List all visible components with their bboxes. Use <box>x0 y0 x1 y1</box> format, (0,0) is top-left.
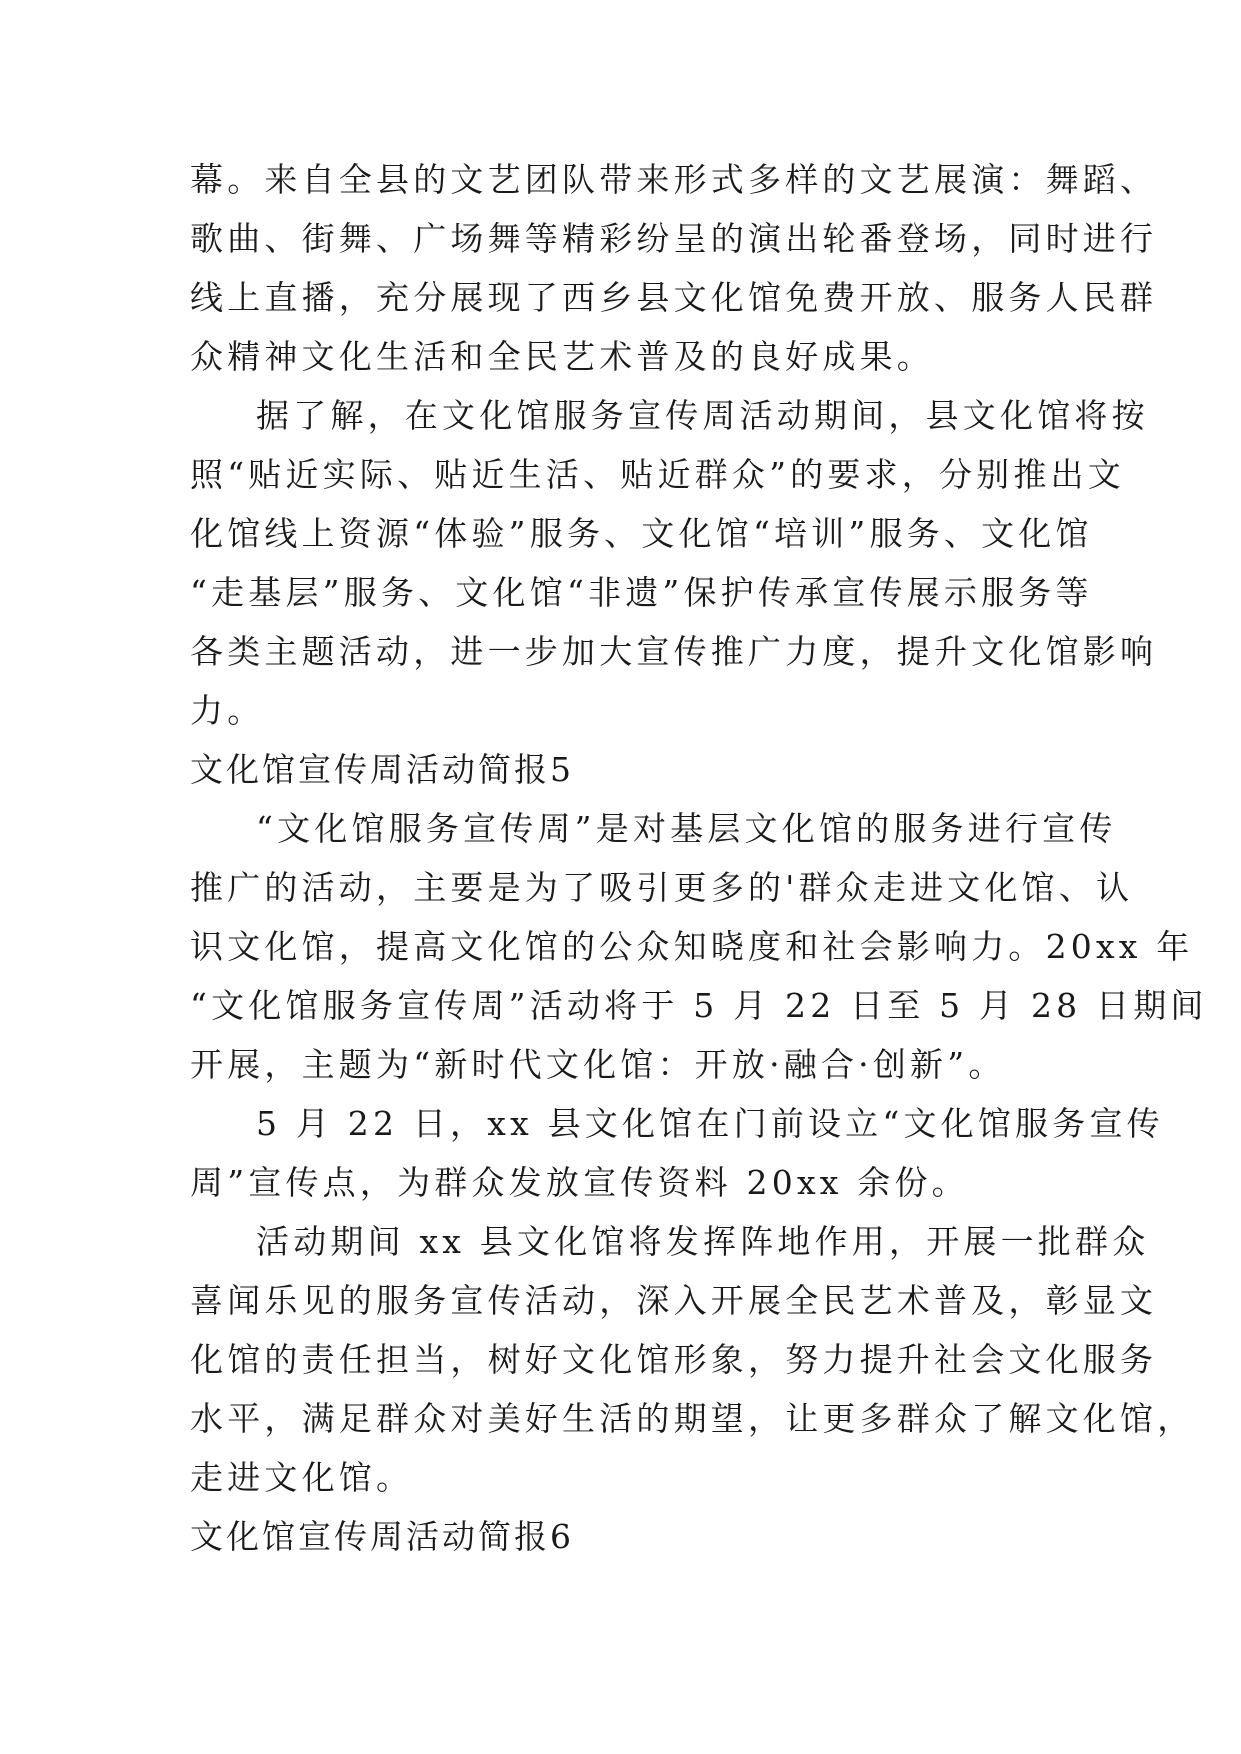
text-line: 各类主题活动，进一步加大宣传推广力度，提升文化馆影响 <box>190 632 1158 671</box>
text-line: 化馆线上资源“体验”服务、文化馆“培训”服务、文化馆 <box>190 514 1093 553</box>
section-heading: 文化馆宣传周活动简报6 <box>190 1517 574 1556</box>
text-line: 推广的活动，主要是为了吸引更多的'群众走进文化馆、认 <box>190 868 1134 907</box>
section-heading: 文化馆宣传周活动简报5 <box>190 750 574 789</box>
text-line: 周”宣传点，为群众发放宣传资料 20xx 余份。 <box>190 1163 969 1202</box>
text-line: 线上直播，充分展现了西乡县文化馆免费开放、服务人民群 <box>190 278 1158 317</box>
text-line: 照“贴近实际、贴近生活、贴近群众”的要求，分别推出文 <box>190 455 1125 494</box>
text-line: 喜闻乐见的服务宣传活动，深入开展全民艺术普及，彰显文 <box>190 1281 1158 1320</box>
text-line: “走基层”服务、文化馆“非遗”保护传承宣传展示服务等 <box>190 573 1093 612</box>
text-line: 幕。来自全县的文艺团队带来形式多样的文艺展演：舞蹈、 <box>190 160 1158 199</box>
text-line: “文化馆服务宣传周”是对基层文化馆的服务进行宣传 <box>256 809 1117 848</box>
text-line: 活动期间 xx 县文化馆将发挥阵地作用，开展一批群众 <box>256 1222 1150 1261</box>
text-line: 力。 <box>190 691 265 730</box>
document-body <box>190 150 1208 1566</box>
text-line: 识文化馆，提高文化馆的公众知晓度和社会影响力。20xx 年 <box>190 927 1194 966</box>
text-line: 化馆的责任担当，树好文化馆形象，努力提升社会文化服务 <box>190 1340 1158 1379</box>
text-line: 开展，主题为“新时代文化馆：开放·融合·创新”。 <box>190 1045 1006 1084</box>
text-line: “文化馆服务宣传周”活动将于 5 月 22 日至 5 月 28 日期间 <box>190 986 1208 1025</box>
text-line: 歌曲、街舞、广场舞等精彩纷呈的演出轮番登场，同时进行 <box>190 219 1158 258</box>
text-line: 走进文化馆。 <box>190 1458 414 1497</box>
text-line: 据了解，在文化馆服务宣传周活动期间，县文化馆将按 <box>256 396 1149 435</box>
text-line: 众精神文化生活和全民艺术普及的良好成果。 <box>190 337 934 376</box>
text-line: 5 月 22 日，xx 县文化馆在门前设立“文化馆服务宣传 <box>256 1104 1164 1143</box>
text-line: 水平，满足群众对美好生活的期望，让更多群众了解文化馆， <box>190 1399 1195 1438</box>
